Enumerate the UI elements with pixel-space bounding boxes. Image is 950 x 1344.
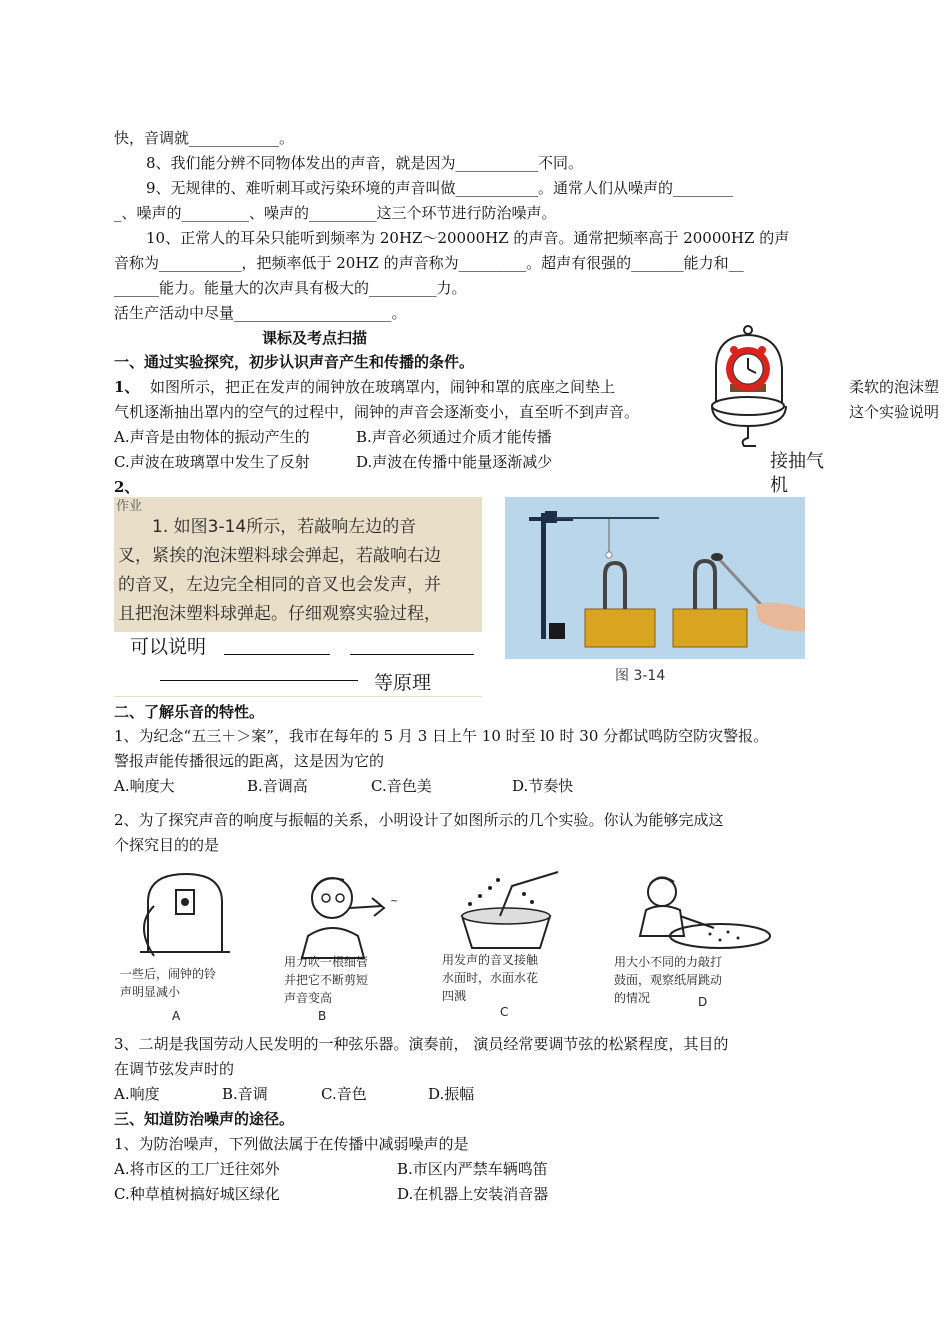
part2-q1-option-c: C.音色美 <box>371 777 432 795</box>
panel-a-letter: A <box>172 1009 181 1023</box>
bell-jar-sketch <box>114 866 264 962</box>
person-blowing-tube-sketch <box>278 866 428 962</box>
part2-q3-option-b: B.音调 <box>222 1085 268 1103</box>
part3-option-c: C.种草植树搞好城区绿化 <box>114 1185 280 1203</box>
line-4: _、噪声的_________、噪声的_________这三个环节进行防治噪声。 <box>114 204 557 222</box>
svg-text:~: ~ <box>390 896 399 907</box>
part2-q1-line-b: 警报声能传播很远的距离，这是因为它的 <box>114 752 385 770</box>
panel-d-caption-1: 用大小不同的力敲打 <box>614 955 723 969</box>
part3-q1: 1、为防治噪声，下列做法属于在传播中减弱噪声的是 <box>114 1135 469 1153</box>
snippet-line-2: 叉，紧挨的泡沫塑料球会弹起，若敲响右边 <box>118 546 441 566</box>
part2-q3-option-c: C.音色 <box>321 1085 367 1103</box>
panel-d-caption-2: 鼓面，观察纸屑跳动 <box>614 973 723 987</box>
line-2: 8、我们能分辨不同物体发出的声音，就是因为___________不同。 <box>146 154 584 172</box>
panel-c-caption-1: 用发声的音叉接触 <box>442 953 539 967</box>
panel-a-caption-1: 一些后，闹钟的铃 <box>120 967 217 981</box>
drum-sketch <box>610 866 780 962</box>
part2-q1-option-a: A.响度大 <box>114 777 175 795</box>
fork-water-sketch <box>440 866 590 962</box>
line-1: 快，音调就____________。 <box>114 129 295 147</box>
part2-heading: 二、了解乐音的特性。 <box>114 703 265 721</box>
part1-q1-text-a-right: 柔软的泡沫塑 <box>849 378 940 396</box>
bell-jar-clock-figure <box>710 322 802 450</box>
part2-q3-option-a: A.响度 <box>114 1085 160 1103</box>
part2-q3-line-b: 在调节弦发声时的 <box>114 1060 235 1078</box>
panel-b <box>278 866 428 1026</box>
part1-q1-text-a: 如图所示，把正在发声的闹钟放在玻璃罩内，闹钟和罩的底座之间垫上 <box>150 378 616 396</box>
panel-a-caption-2: 声明显减小 <box>120 985 181 999</box>
fill-blank-1 <box>224 654 330 655</box>
part1-option-b: B.声音必须通过介质才能传播 <box>356 428 552 446</box>
part1-q1-text-b-right: 这个实验说明 <box>849 403 940 421</box>
snippet-tag: 作业 <box>116 499 143 514</box>
part3-option-a: A.将市区的工厂迁往郊外 <box>114 1160 280 1178</box>
part2-q2-line-b: 个探究目的的是 <box>114 836 220 854</box>
fill-label-a: 可以说明 <box>130 636 207 658</box>
part3-option-b: B.市区内严禁车辆鸣笛 <box>397 1160 548 1178</box>
snippet-line-3: 的音叉，左边完全相同的音叉也会发声，并 <box>118 575 441 595</box>
panel-c-letter: C <box>500 1005 509 1019</box>
part2-q3-line-a: 3、二胡是我国劳动人民发明的一种弦乐器。演奏前， 演员经常要调节弦的松紧程度，其目的 <box>114 1035 729 1053</box>
line-7: ______能力。能量大的次声具有极大的_________力。 <box>114 279 467 297</box>
part2-q1-line-a: 1、为纪念“五三＋＞案”，我市在每年的 5 月 3 日上午 10 时至 l0 时 30 分都试鸣防空防灾警报。 <box>114 727 769 745</box>
line-8: 活生产活动中尽量_____________________。 <box>114 304 407 322</box>
line-5: 10、正常人的耳朵只能听到频率为 20HZ～20000HZ 的声音。通常把频率高于 20000HZ 的声 <box>146 229 790 247</box>
panel-d <box>610 866 780 1026</box>
section-heading: 课标及考点扫描 <box>262 329 368 347</box>
panel-b-caption-3: 声音变高 <box>284 991 333 1005</box>
panel-b-caption-2: 并把它不断剪短 <box>284 973 369 987</box>
fill-area <box>114 632 482 696</box>
panel-d-letter: D <box>698 995 708 1009</box>
part2-q2-line-a: 2、为了探究声音的响度与振幅的关系，小明设计了如图所示的几个实验。你认为能够完成这 <box>114 811 724 829</box>
tuning-fork-photo <box>505 497 805 697</box>
part1-q2-number: 2、 <box>114 478 140 496</box>
part1-q1-number: 1、 <box>114 378 140 396</box>
part2-q1-option-d: D.节奏快 <box>512 777 574 795</box>
panel-a <box>114 866 264 1026</box>
pump-label: 接抽气机 <box>770 451 824 496</box>
snippet-line-4: 且把泡沫塑料球弹起。仔细观察实验过程， <box>118 604 441 624</box>
part3-heading: 三、知道防治噪声的途径。 <box>114 1110 295 1128</box>
part1-q1-text-b: 气机逐渐抽出罩内的空气的过程中，闹钟的声音会逐渐变小，直至听不到声音。 <box>114 403 640 421</box>
part1-heading: 一、通过实验探究，初步认识声音产生和传播的条件。 <box>114 353 475 371</box>
panel-b-letter: B <box>318 1009 327 1023</box>
panel-b-caption-1: 用力吹一根细管 <box>284 955 369 969</box>
line-3: 9、无规律的、难听刺耳或污染环境的声音叫做___________。通常人们从噪声的________ <box>146 179 734 197</box>
part1-option-d: D.声波在传播中能量逐渐减少 <box>356 453 553 471</box>
part2-q1-option-b: B.音调高 <box>247 777 308 795</box>
fill-blank-2 <box>350 654 474 655</box>
panel-c <box>440 866 590 1026</box>
panel-c-caption-3: 四溅 <box>442 989 467 1003</box>
panel-d-caption-3: 的情况 <box>614 991 651 1005</box>
photo-caption: 图 3-14 <box>615 668 666 684</box>
fill-blank-3 <box>160 680 358 681</box>
part1-option-a: A.声音是由物体的振动产生的 <box>114 428 310 446</box>
tuning-fork-scene <box>505 497 805 659</box>
part2-q3-option-d: D.振幅 <box>428 1085 475 1103</box>
panel-c-caption-2: 水面时，水面水花 <box>442 971 539 985</box>
part3-option-d: D.在机器上安装消音器 <box>397 1185 549 1203</box>
snippet-line-1: 1. 如图3-14所示，若敲响左边的音 <box>152 517 417 537</box>
fill-label-b: 等原理 <box>374 672 432 694</box>
part1-option-c: C.声波在玻璃罩中发生了反射 <box>114 453 310 471</box>
line-6: 音称为___________，把频率低于 20HZ 的声音称为_________。超声有很强的_______能力和__ <box>114 254 744 272</box>
